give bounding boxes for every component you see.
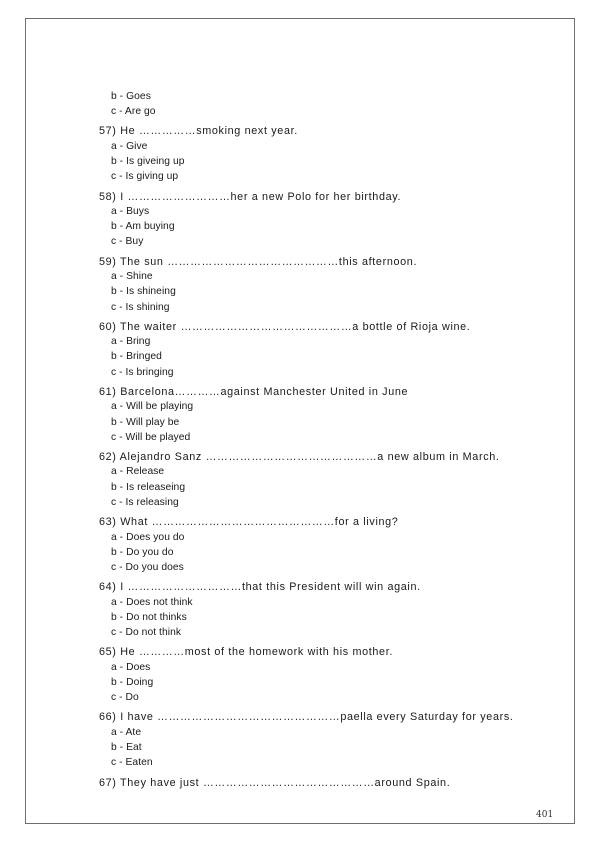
option-a: a - Does — [111, 661, 151, 673]
question-65 — [99, 645, 554, 705]
option-c: c - Do not think — [111, 627, 182, 639]
option-a: a - Does you do — [111, 531, 185, 543]
question-prompt: 60) The waiter ………………………………………a bottle of Rioja wine. — [99, 320, 471, 333]
option-b: b - Am buying — [111, 221, 175, 233]
option-c: c - Buy — [111, 236, 144, 248]
option-b: b - Is giveing up — [111, 156, 185, 168]
question-59 — [99, 255, 554, 315]
question-60 — [99, 320, 554, 380]
option-a: a - Release — [111, 466, 165, 478]
option-a: a - Buys — [111, 206, 150, 218]
option-c: c - Eaten — [111, 757, 153, 769]
option-b: b - Is shineing — [111, 286, 176, 298]
option-a: a - Shine — [111, 271, 153, 283]
question-64 — [99, 580, 554, 640]
option-a: a - Ate — [111, 726, 142, 738]
question-prompt: 66) I have …………………………………………paella every Saturday for years. — [99, 711, 514, 724]
option-c: c - Is releasing — [111, 496, 179, 508]
option-c: c - Will be played — [111, 431, 191, 443]
question-prompt: 67) They have just ………………………………………around Spain. — [99, 776, 451, 789]
option-b: b - Do not thinks — [111, 611, 187, 623]
question-prompt: 64) I …………………………that this President will win again. — [99, 581, 421, 594]
continuation-options — [99, 89, 554, 119]
option-b: b - Doing — [111, 676, 154, 688]
exercise-content — [99, 89, 554, 790]
question-67 — [99, 776, 554, 791]
question-62 — [99, 450, 554, 510]
question-prompt: 58) I ………………………her a new Polo for her birthday. — [99, 190, 402, 203]
option-a: a - Bring — [111, 336, 151, 348]
option-c: c - Is shining — [111, 301, 170, 313]
option-a: a - Does not think — [111, 596, 193, 608]
question-61 — [99, 385, 554, 445]
question-prompt: 62) Alejandro Sanz ………………………………………a new album in March. — [99, 450, 500, 463]
question-58 — [99, 190, 554, 250]
question-prompt: 63) What …………………………………………for a living? — [99, 516, 399, 529]
option-c: c - Is giving up — [111, 171, 179, 183]
option-b: b - Will play be — [111, 416, 180, 428]
question-prompt: 65) He …………most of the homework with his mother. — [99, 646, 394, 659]
option-c: c - Is bringing — [111, 366, 174, 378]
question-57 — [99, 124, 554, 184]
option-c: c - Are go — [111, 106, 156, 118]
question-prompt: 61) Barcelona…………against Manchester United in June — [99, 385, 409, 398]
question-66 — [99, 710, 554, 770]
option-b: b - Is releaseing — [111, 481, 186, 493]
option-b: b - Do you do — [111, 546, 174, 558]
document-page — [25, 18, 575, 824]
question-prompt: 59) The sun ………………………………………this afternoon. — [99, 255, 418, 268]
option-c: c - Do — [111, 692, 139, 704]
question-63 — [99, 515, 554, 575]
question-prompt: 57) He ……………smoking next year. — [99, 125, 298, 138]
option-a: a - Give — [111, 140, 148, 152]
option-b: b - Eat — [111, 742, 142, 754]
option-b: b - Goes — [111, 91, 151, 102]
option-a: a - Will be playing — [111, 401, 194, 413]
option-b: b - Bringed — [111, 351, 162, 363]
option-c: c - Do you does — [111, 561, 184, 573]
page-number: 401 — [536, 810, 554, 820]
